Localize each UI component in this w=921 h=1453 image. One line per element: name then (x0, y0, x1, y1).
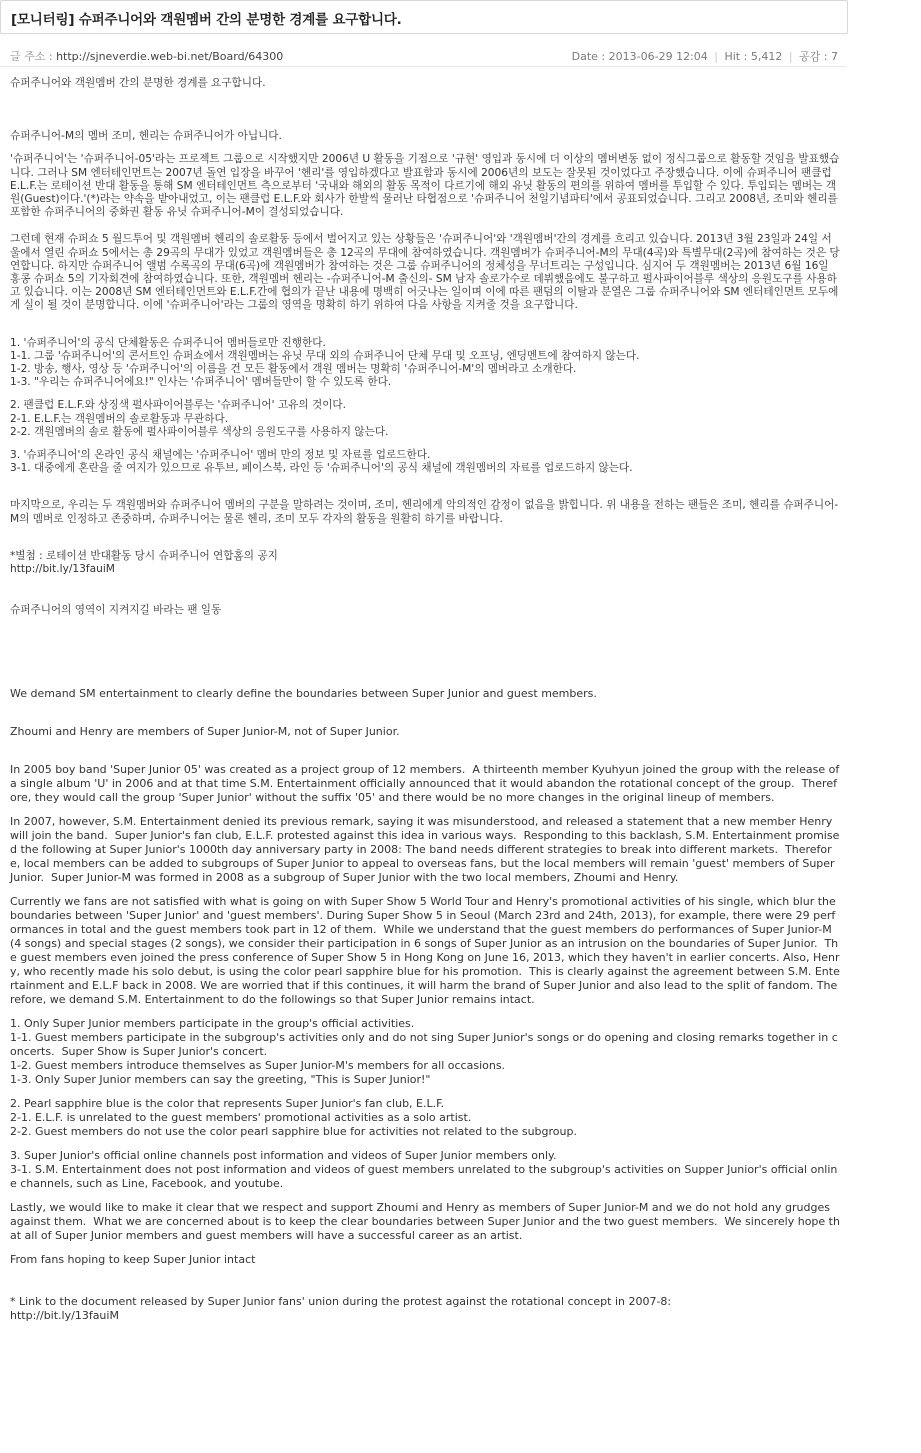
en-demand-list-1: 1. Only Super Junior members participate in the group's official activities. 1-1. Guest members participate in the subgroup's activities only and do not sing Super Junior's songs or do opening and closing remarks together in concerts. Super Show is Super Junior's concert. 1-2. Guest members introduce themselves as Super Junior-M's members for all occasions. 1-3. Only Super Junior members can say the greeting, "This is Super Junior!" (10, 1017, 838, 1087)
ko-demand-list-2: 2. 팬클럽 E.L.F.와 상징색 펄사파이어블루는 '슈퍼주니어' 고유의 것이다. 2-1. E.L.F.는 객원멤버의 솔로활동과 무관하다. 2-2. 객원멤버의 솔로 활동에 펄사파이어블루 색상의 응원도구를 사용하지 않는다. (10, 399, 389, 438)
post-date: 2013-06-29 12:04 (608, 50, 708, 63)
hit-label: Hit : (724, 50, 751, 63)
ko-closing: 마지막으로, 우리는 두 객원멤버와 슈퍼주니어 멤버의 구분을 말하려는 것이며, 조미, 헨리에게 악의적인 감정이 없음을 밝힙니다. 위 내용을 전하는 팬들은 조미, 헨리를 슈퍼주니어-M의 멤버로 인정하고 존중하며, 슈퍼주니어는 물론 헨리, 조미 모두 각자의 활동을 원활히 하기를 바랍니다. (10, 499, 839, 525)
hit-count: 5,412 (750, 50, 783, 63)
ko-demand-list-3: 3. '슈퍼주니어'의 온라인 공식 채널에는 '슈퍼주니어' 멤버 만의 정보 및 자료를 업로드한다. 3-1. 대중에게 혼란을 줄 여지가 있으므로 유투브, 페이스북, 라인 등 '슈퍼주니어'의 공식 채널에 객원멤버의 자료를 업로드하지 않는다. (10, 449, 633, 475)
ko-paragraph-2: 그런데 현재 슈퍼쇼 5 월드투어 및 객원멤버 헨리의 솔로활동 등에서 벌어지고 있는 상황들은 '슈퍼주니어'와 '객원멤버'간의 경계를 흐리고 있습니다. 2013년 3월 23일과 24일 서울에서 열린 슈퍼쇼 5에서는 총 29곡의 무대가 있었고 객원멤버들은 총 12곡의 무대에 참여하였습니다. 객원멤버가 슈퍼주니어-M의 무대(4곡)와 특별무대(2곡)에 참여하는 것은 당연합니다. 하지만 슈퍼주니어 앨범 수록곡의 무대(6곡)에 객원멤버가 참여하는 것은 그룹 슈퍼주니어의 정체성을 무너트리는 구성입니다. 심지어 두 객원멤버는 2013년 6월 16일 홍콩 슈퍼쇼 5의 기자회견에 참여하였습니다. 또한, 객원멤버 헨리는 -슈퍼주니어-M 출신의- SM 남자 솔로가수로 데뷔했음에도 불구하고 펄사파이어블루 색상의 응원도구를 사용하고 있습니다. 이는 2008년 SM 엔터테인먼트와 E.L.F.간에 협의가 끝난 내용에 명백히 어긋나는 일이며 이에 따른 팬덤의 이탈과 분열은 그룹 슈퍼주니어와 SM 엔터테인먼트 모두에게 실이 될 것이 분명합니다. 이에 '슈퍼주니어'라는 그룹의 영역을 명확히 하기 위하여 다음 사항을 지켜줄 것을 요구합니다. (10, 233, 840, 312)
ko-note: *별첨 : 로테이션 반대활동 당시 슈퍼주니어 연합홈의 공지 (10, 549, 278, 562)
post-body (10, 77, 843, 1323)
en-demand-list-3: 3. Super Junior's official online channels post information and videos of Super Junior members only. 3-1. S.M. Entertainment does not post information and videos of guest members unrelated to the subgroup's activities on Supper Junior's official online channels, such as Line, Facebook, and youtube. (10, 1149, 838, 1191)
en-note: * Link to the document released by Super Junior fans' union during the protest against the rotational concept in 2007-8: (10, 1295, 672, 1309)
post-stats (572, 48, 838, 64)
en-paragraph-3: Currently we fans are not satisfied with what is going on with Super Show 5 World Tour and Henry's promotional activities of his single, which blur the boundaries between 'Super Junior' and 'guest members'. During Super Show 5 in Seoul (March 23rd and 24th, 2013), for example, there were 29 performances in total and the guest members took part in 12 of them. While we understand that the guest members do performances of Super Junior-M (4 songs) and special stages (2 songs), we consider their participation in 6 songs of Super Junior as an intrusion on the boundaries of Super Junior. The guest members even joined the press conference of Super Show 5 in Hong Kong on June 16, 2013, which they haven't in earlier concerts. Also, Henry, who recently made his solo debut, is using the color pearl sapphire blue for his promotion. This is clearly against the agreement between S.M. Entertainment and E.L.F back in 2008. We are worried that if this continues, it will harm the brand of Super Junior and also lead to the split of fandom. Therefore, we demand S.M. Entertainment to do the followings so that Super Junior remains intact. (10, 895, 840, 1007)
likes-count: 7 (831, 50, 838, 63)
en-demand-list-2: 2. Pearl sapphire blue is the color that represents Super Junior's fan club, E.L.F. 2-1. E.L.F. is unrelated to the guest members' promotional activities as a solo artist. 2-2. Guest members do not use the color pearl sapphire blue for activities not related to the subgroup. (10, 1097, 577, 1139)
ko-signoff: 슈퍼주니어의 영역이 지켜지길 바라는 팬 일동 (10, 604, 222, 617)
post-address (10, 48, 283, 64)
en-note-link[interactable]: http://bit.ly/13fauiM (10, 1309, 119, 1323)
ko-demand-list-1: 1. '슈퍼주니어'의 공식 단체활동은 슈퍼주니어 멤버들로만 진행한다. 1-1. 그룹 '슈퍼주니어'의 콘서트인 슈퍼쇼에서 객원멤버는 유닛 무대 외의 슈퍼주니어 단체 무대 및 오프닝, 엔딩멘트에 참여하지 않는다. 1-2. 방송, 행사, 영상 등 '슈퍼주니어'의 이름을 건 모든 활동에서 객원 멤버는 명확히 '슈퍼주니어-M'의 멤버라고 소개한다. 1-3. "우리는 슈퍼주니어에요!" 인사는 '슈퍼주니어' 멤버들만이 할 수 있도록 한다. (10, 336, 640, 389)
en-intro: Zhoumi and Henry are members of Super Junior-M, not of Super Junior. (10, 725, 400, 739)
en-paragraph-2: In 2007, however, S.M. Entertainment denied its previous remark, saying it was misunderstood, and released a statement that a new member Henry will join the band. Super Junior's fan club, E.L.F. protested against this idea in various ways. Responding to this backlash, S.M. Entertainment promised the following at Super Junior's 1000th day anniversary party in 2008: The band needs different strategies to break into different markets. Therefore, local members can be added to subgroups of Super Junior to appeal to overseas fans, but the local members will remain 'guest' members of Super Junior. Super Junior-M was formed in 2008 as a subgroup of Super Junior with the two local members, Zhoumi and Henry. (10, 815, 840, 885)
ko-paragraph-1: '슈퍼주니어'는 '슈퍼주니어-05'라는 프로젝트 그룹으로 시작했지만 2006년 U 활동을 기점으로 '규현' 영입과 동시에 더 이상의 멤버변동 없이 정식그룹으로 활동할 것임을 발표했습니다. 그러나 SM 엔터테인먼트는 2007년 돌연 입장을 바꾸어 '헨리'를 영입하겠다고 발표함과 동시에 2006년의 보도는 잘못된 것이었다고 주장했습니다. 이에 슈퍼주니어 팬클럽 E.L.F.는 로테이션 반대 활동을 통해 SM 엔터테인먼트 측으로부터 '국내와 해외의 활동 목적이 다르기에 해외 유닛 활동의 편의를 위하여 멤버를 투입할 수 있다. 투입되는 멤버는 객원(Guest)이다.'(*)라는 약속을 받아내었고, 이는 팬클럽 E.L.F.와 회사가 한발씩 물러난 타협점으로 '슈퍼주니어 천일기념파티'에서 공표되었습니다. 그리고 2008년, 조미와 헨리를 포함한 슈퍼주니어의 중화권 활동 유닛 슈퍼주니어-M이 결성되었습니다. (10, 153, 842, 219)
address-label: 글 주소 : (10, 50, 57, 63)
stat-separator: | (788, 50, 793, 63)
address-url[interactable]: http://sjneverdie.web-bi.net/Board/64300 (56, 50, 284, 63)
post-title-box (0, 0, 848, 34)
post-title: [모니터링] 슈퍼주니어와 객원멤버 간의 분명한 경계를 요구합니다. (11, 12, 402, 28)
post-meta-bar (0, 44, 846, 67)
en-closing: Lastly, we would like to make it clear that we respect and support Zhoumi and Henry as members of Super Junior-M and we do not hold any grudges against them. What we are concerned about is to keep the clear boundaries between Super Junior and the two guest members. We sincerely hope that all of Super Junior members and guest members will have a successful career as an artist. (10, 1201, 840, 1243)
en-signoff: From fans hoping to keep Super Junior intact (10, 1253, 256, 1267)
ko-intro: 슈퍼주니어-M의 멤버 조미, 헨리는 슈퍼주니어가 아닙니다. (10, 130, 282, 143)
ko-note-link[interactable]: http://bit.ly/13fauiM (10, 563, 115, 576)
en-heading: We demand SM entertainment to clearly define the boundaries between Super Junior and guest members. (10, 687, 597, 701)
stat-separator: | (714, 50, 718, 63)
en-paragraph-1: In 2005 boy band 'Super Junior 05' was created as a project group of 12 members. A thirteenth member Kyuhyun joined the group with the release of a single album 'U' in 2006 and at that time S.M. Entertainment officially announced that it would abandon the rotational concept of the group. Therefore, they would call the group 'Super Junior' without the suffix '05' and there would be no more changes in the original lineup of members. (10, 763, 843, 805)
date-label: Date : (571, 50, 609, 63)
ko-heading: 슈퍼주니어와 객원멤버 간의 분명한 경계를 요구합니다. (10, 77, 266, 89)
likes-label[interactable]: 공감 : (799, 50, 831, 63)
